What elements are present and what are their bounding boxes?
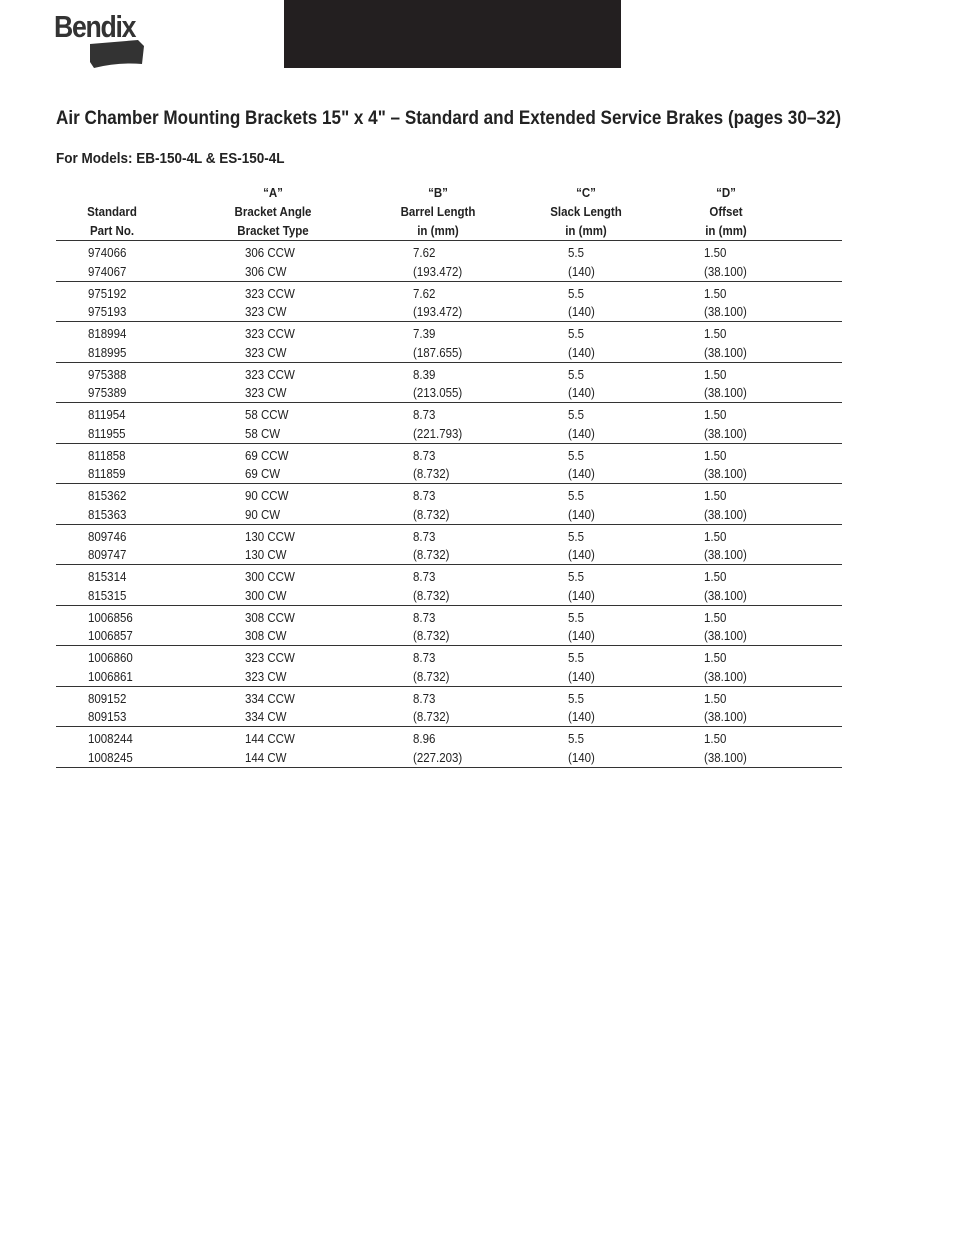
barrel-length-cell-line: (8.732) bbox=[413, 629, 450, 643]
slack-length-cell-line: (140) bbox=[568, 386, 595, 400]
slack-length-cell-line: (140) bbox=[568, 669, 595, 684]
bracket-angle-cell-line: 69 CW bbox=[245, 467, 281, 481]
slack-length-cell-line: 5.5 bbox=[568, 327, 584, 341]
offset-cell-line: (38.100) bbox=[704, 629, 747, 643]
offset-cell-line: (38.100) bbox=[704, 426, 747, 441]
slack-length-cell-line: (140) bbox=[568, 305, 595, 319]
header-part-no: Standard Part No. bbox=[87, 205, 137, 238]
bendix-logo bbox=[54, 10, 150, 72]
slack-length-cell-line: 5.5 bbox=[568, 367, 584, 382]
part-number-cell-line: 809747 bbox=[88, 548, 127, 562]
barrel-length-cell-line: 7.39 bbox=[413, 327, 436, 341]
bracket-angle-cell-line: 58 CW bbox=[245, 426, 281, 441]
page-title: Air Chamber Mounting Brackets 15" x 4" – Standard and Extended Service Brakes (pages 30–32) bbox=[56, 108, 842, 129]
table-row bbox=[56, 564, 842, 605]
bracket-angle-cell bbox=[245, 690, 295, 727]
offset-cell bbox=[704, 690, 747, 727]
slack-length-cell-line: (140) bbox=[568, 710, 595, 724]
bracket-angle-cell-line: 323 CW bbox=[245, 305, 287, 319]
table-row bbox=[56, 483, 842, 524]
barrel-length-cell-line: 8.73 bbox=[413, 610, 436, 625]
offset-cell bbox=[704, 730, 747, 767]
barrel-length-cell-line: (8.732) bbox=[413, 588, 450, 603]
part-number-cell-line: 815314 bbox=[88, 570, 127, 584]
offset-cell-line: 1.50 bbox=[704, 732, 727, 746]
offset-cell-line: 1.50 bbox=[704, 691, 727, 706]
offset-cell-line: (38.100) bbox=[704, 669, 747, 684]
barrel-length-cell bbox=[413, 528, 449, 565]
slack-length-cell bbox=[568, 406, 595, 443]
offset-cell bbox=[704, 447, 747, 484]
offset-cell-line: 1.50 bbox=[704, 489, 727, 503]
barrel-length-cell-line: (8.732) bbox=[413, 548, 450, 562]
offset-cell-line: 1.50 bbox=[704, 327, 727, 341]
offset-cell-line: 1.50 bbox=[704, 367, 727, 382]
table-row bbox=[56, 443, 842, 484]
table-row bbox=[56, 240, 842, 281]
barrel-length-cell-line: (221.793) bbox=[413, 426, 463, 441]
part-number-cell-line: 809153 bbox=[88, 710, 127, 724]
barrel-length-cell-line: (193.472) bbox=[413, 305, 463, 319]
barrel-length-cell bbox=[413, 447, 449, 484]
table-row bbox=[56, 605, 842, 646]
slack-length-cell-line: 5.5 bbox=[568, 448, 584, 463]
slack-length-cell-line: (140) bbox=[568, 467, 595, 481]
bracket-angle-cell-line: 308 CCW bbox=[245, 610, 295, 625]
table-row bbox=[56, 726, 842, 768]
part-number-cell bbox=[88, 649, 133, 686]
barrel-length-cell-line: (8.732) bbox=[413, 467, 450, 481]
offset-cell-line: (38.100) bbox=[704, 507, 747, 522]
part-number-cell-line: 811955 bbox=[88, 426, 126, 441]
table-row bbox=[56, 362, 842, 403]
offset-cell bbox=[704, 568, 747, 605]
bracket-angle-cell bbox=[245, 406, 288, 443]
offset-cell bbox=[704, 528, 747, 565]
bracket-angle-cell bbox=[245, 447, 288, 484]
barrel-length-cell-line: (213.055) bbox=[413, 386, 463, 400]
slack-length-cell bbox=[568, 487, 595, 524]
barrel-length-cell-line: 8.96 bbox=[413, 732, 436, 746]
slack-length-cell-line: 5.5 bbox=[568, 529, 584, 544]
bracket-angle-cell-line: 334 CCW bbox=[245, 691, 295, 706]
offset-cell-line: 1.50 bbox=[704, 651, 727, 665]
barrel-length-cell-line: 8.73 bbox=[413, 529, 436, 544]
barrel-length-cell bbox=[413, 244, 462, 281]
part-number-cell-line: 815315 bbox=[88, 588, 127, 603]
slack-length-cell-line: (140) bbox=[568, 264, 595, 279]
bracket-angle-cell bbox=[245, 285, 295, 322]
slack-length-cell bbox=[568, 285, 595, 322]
barrel-length-cell-line: 7.62 bbox=[413, 246, 436, 260]
barrel-length-cell-line: 8.73 bbox=[413, 489, 436, 503]
part-number-cell bbox=[88, 730, 133, 767]
offset-cell-line: (38.100) bbox=[704, 386, 747, 400]
barrel-length-cell bbox=[413, 325, 462, 362]
part-number-cell-line: 975193 bbox=[88, 305, 127, 319]
offset-cell bbox=[704, 609, 747, 646]
table-row bbox=[56, 281, 842, 322]
offset-cell-line: (38.100) bbox=[704, 588, 747, 603]
offset-cell bbox=[704, 649, 747, 686]
part-number-cell-line: 815362 bbox=[88, 489, 127, 503]
part-number-cell-line: 1006857 bbox=[88, 629, 133, 643]
table-row bbox=[56, 321, 842, 362]
offset-cell-line: (38.100) bbox=[704, 750, 747, 765]
slack-length-cell bbox=[568, 325, 595, 362]
part-number-cell bbox=[88, 528, 126, 565]
bracket-angle-cell-line: 323 CW bbox=[245, 669, 287, 684]
slack-length-cell-line: 5.5 bbox=[568, 489, 584, 503]
bracket-angle-cell-line: 69 CCW bbox=[245, 448, 289, 463]
offset-cell bbox=[704, 406, 747, 443]
slack-length-cell-line: (140) bbox=[568, 345, 595, 360]
part-number-cell-line: 1008245 bbox=[88, 750, 133, 765]
offset-cell bbox=[704, 244, 747, 281]
offset-cell bbox=[704, 285, 747, 322]
barrel-length-cell-line: 8.73 bbox=[413, 651, 436, 665]
slack-length-cell bbox=[568, 609, 595, 646]
part-number-cell bbox=[88, 690, 126, 727]
offset-cell-line: 1.50 bbox=[704, 286, 727, 301]
barrel-length-cell bbox=[413, 568, 449, 605]
offset-cell-line: 1.50 bbox=[704, 529, 727, 544]
bracket-angle-cell-line: 323 CCW bbox=[245, 327, 295, 341]
barrel-length-cell-line: 8.39 bbox=[413, 367, 436, 382]
part-number-cell bbox=[88, 609, 133, 646]
bracket-angle-cell-line: 323 CCW bbox=[245, 651, 295, 665]
slack-length-cell bbox=[568, 244, 595, 281]
header-slack-length: “C” Slack Length in (mm) bbox=[550, 186, 622, 238]
offset-cell bbox=[704, 366, 747, 403]
barrel-length-cell-line: 8.73 bbox=[413, 448, 436, 463]
part-number-cell-line: 811859 bbox=[88, 467, 126, 481]
part-number-cell-line: 815363 bbox=[88, 507, 127, 522]
slack-length-cell bbox=[568, 447, 595, 484]
slack-length-cell-line: 5.5 bbox=[568, 732, 584, 746]
offset-cell-line: (38.100) bbox=[704, 467, 747, 481]
barrel-length-cell bbox=[413, 487, 449, 524]
barrel-length-cell bbox=[413, 285, 462, 322]
bracket-angle-cell bbox=[245, 487, 288, 524]
bracket-angle-cell bbox=[245, 244, 295, 281]
part-number-cell bbox=[88, 366, 126, 403]
barrel-length-cell-line: (227.203) bbox=[413, 750, 463, 765]
part-number-cell-line: 974066 bbox=[88, 246, 127, 260]
barrel-length-cell-line: 7.62 bbox=[413, 286, 436, 301]
part-number-cell-line: 818994 bbox=[88, 327, 127, 341]
bracket-angle-cell bbox=[245, 568, 295, 605]
part-number-cell bbox=[88, 568, 126, 605]
part-number-cell bbox=[88, 406, 126, 443]
bracket-angle-cell-line: 130 CCW bbox=[245, 529, 295, 544]
barrel-length-cell bbox=[413, 366, 462, 403]
barrel-length-cell-line: (193.472) bbox=[413, 264, 463, 279]
barrel-length-cell bbox=[413, 649, 449, 686]
table-row bbox=[56, 686, 842, 727]
part-number-cell-line: 975192 bbox=[88, 286, 127, 301]
part-number-cell bbox=[88, 487, 126, 524]
bracket-angle-cell-line: 306 CW bbox=[245, 264, 287, 279]
page-subtitle: For Models: EB-150-4L & ES-150-4L bbox=[56, 150, 285, 167]
offset-cell bbox=[704, 325, 747, 362]
offset-cell-line: 1.50 bbox=[704, 408, 727, 422]
bracket-angle-cell-line: 308 CW bbox=[245, 629, 287, 643]
slack-length-cell-line: (140) bbox=[568, 750, 595, 765]
slack-length-cell-line: (140) bbox=[568, 426, 595, 441]
part-number-cell-line: 809746 bbox=[88, 529, 127, 544]
bracket-angle-cell bbox=[245, 325, 295, 362]
slack-length-cell-line: (140) bbox=[568, 588, 595, 603]
bracket-angle-cell bbox=[245, 366, 295, 403]
part-number-cell-line: 811954 bbox=[88, 408, 126, 422]
header-black-bar bbox=[284, 0, 621, 68]
barrel-length-cell-line: 8.73 bbox=[413, 570, 436, 584]
bracket-angle-cell-line: 90 CW bbox=[245, 507, 281, 522]
slack-length-cell bbox=[568, 730, 595, 767]
slack-length-cell-line: 5.5 bbox=[568, 408, 584, 422]
barrel-length-cell-line: (8.732) bbox=[413, 507, 450, 522]
bracket-angle-cell-line: 323 CCW bbox=[245, 367, 295, 382]
bracket-angle-cell-line: 144 CCW bbox=[245, 732, 295, 746]
table-row bbox=[56, 645, 842, 686]
part-number-cell-line: 975388 bbox=[88, 367, 127, 382]
table-header bbox=[56, 184, 842, 240]
slack-length-cell bbox=[568, 366, 595, 403]
offset-cell-line: (38.100) bbox=[704, 264, 747, 279]
bracket-angle-cell-line: 58 CCW bbox=[245, 408, 289, 422]
bracket-angle-cell-line: 323 CW bbox=[245, 345, 287, 360]
slack-length-cell-line: 5.5 bbox=[568, 651, 584, 665]
bracket-angle-cell-line: 334 CW bbox=[245, 710, 287, 724]
bracket-angle-cell-line: 306 CCW bbox=[245, 246, 295, 260]
bracket-angle-cell-line: 144 CW bbox=[245, 750, 287, 765]
header-bracket-angle: “A” Bracket Angle Bracket Type bbox=[234, 186, 312, 238]
offset-cell-line: (38.100) bbox=[704, 305, 747, 319]
header-offset: “D” Offset in (mm) bbox=[705, 186, 747, 238]
slack-length-cell-line: 5.5 bbox=[568, 570, 584, 584]
table-row bbox=[56, 402, 842, 443]
part-number-cell bbox=[88, 447, 126, 484]
slack-length-cell bbox=[568, 528, 595, 565]
bracket-angle-cell-line: 130 CW bbox=[245, 548, 287, 562]
slack-length-cell-line: (140) bbox=[568, 629, 595, 643]
bracket-angle-cell-line: 90 CCW bbox=[245, 489, 289, 503]
part-number-cell-line: 1006860 bbox=[88, 651, 133, 665]
offset-cell-line: (38.100) bbox=[704, 548, 747, 562]
logo-text: Bendix bbox=[54, 9, 136, 44]
barrel-length-cell-line: (8.732) bbox=[413, 669, 450, 684]
slack-length-cell-line: 5.5 bbox=[568, 286, 584, 301]
table-row bbox=[56, 524, 842, 565]
part-number-cell-line: 1008244 bbox=[88, 732, 133, 746]
slack-length-cell-line: 5.5 bbox=[568, 691, 584, 706]
slack-length-cell bbox=[568, 568, 595, 605]
brackets-table bbox=[56, 240, 842, 768]
bracket-angle-cell-line: 323 CW bbox=[245, 386, 287, 400]
part-number-cell-line: 1006861 bbox=[88, 669, 133, 684]
part-number-cell bbox=[88, 285, 126, 322]
part-number-cell-line: 975389 bbox=[88, 386, 127, 400]
barrel-length-cell bbox=[413, 406, 462, 443]
bracket-angle-cell bbox=[245, 609, 295, 646]
part-number-cell-line: 974067 bbox=[88, 264, 127, 279]
slack-length-cell-line: 5.5 bbox=[568, 610, 584, 625]
header-barrel-length: “B” Barrel Length in (mm) bbox=[400, 186, 476, 238]
offset-cell-line: (38.100) bbox=[704, 345, 747, 360]
bracket-angle-cell bbox=[245, 649, 295, 686]
slack-length-cell bbox=[568, 649, 595, 686]
barrel-length-cell bbox=[413, 730, 462, 767]
offset-cell-line: 1.50 bbox=[704, 448, 727, 463]
barrel-length-cell-line: (187.655) bbox=[413, 345, 463, 360]
part-number-cell-line: 818995 bbox=[88, 345, 127, 360]
barrel-length-cell bbox=[413, 690, 449, 727]
offset-cell-line: (38.100) bbox=[704, 710, 747, 724]
offset-cell-line: 1.50 bbox=[704, 246, 727, 260]
bracket-angle-cell bbox=[245, 528, 295, 565]
barrel-length-cell-line: 8.73 bbox=[413, 408, 436, 422]
part-number-cell-line: 811858 bbox=[88, 448, 126, 463]
slack-length-cell-line: (140) bbox=[568, 507, 595, 522]
bracket-angle-cell bbox=[245, 730, 295, 767]
barrel-length-cell bbox=[413, 609, 449, 646]
logo-swoosh-icon bbox=[54, 38, 150, 72]
offset-cell-line: 1.50 bbox=[704, 610, 727, 625]
part-number-cell bbox=[88, 244, 126, 281]
barrel-length-cell-line: 8.73 bbox=[413, 691, 436, 706]
offset-cell-line: 1.50 bbox=[704, 570, 727, 584]
bracket-angle-cell-line: 300 CCW bbox=[245, 570, 295, 584]
barrel-length-cell-line: (8.732) bbox=[413, 710, 450, 724]
part-number-cell bbox=[88, 325, 126, 362]
bracket-angle-cell-line: 323 CCW bbox=[245, 286, 295, 301]
slack-length-cell bbox=[568, 690, 595, 727]
offset-cell bbox=[704, 487, 747, 524]
slack-length-cell-line: (140) bbox=[568, 548, 595, 562]
slack-length-cell-line: 5.5 bbox=[568, 246, 584, 260]
bracket-angle-cell-line: 300 CW bbox=[245, 588, 287, 603]
part-number-cell-line: 809152 bbox=[88, 691, 127, 706]
part-number-cell-line: 1006856 bbox=[88, 610, 133, 625]
